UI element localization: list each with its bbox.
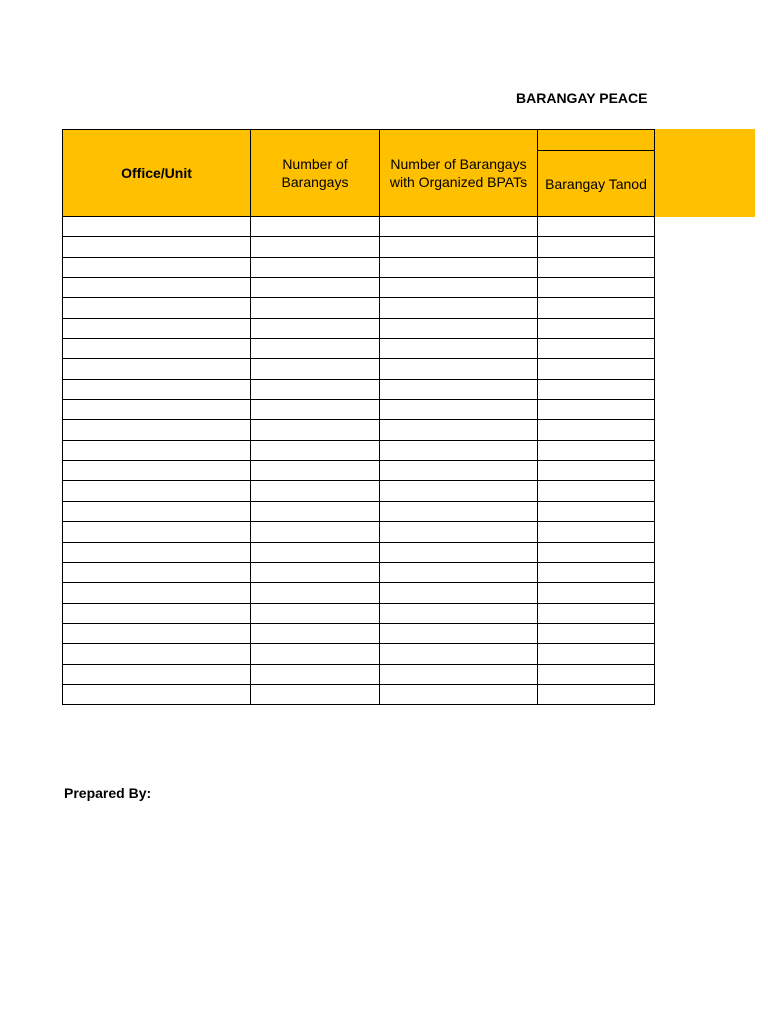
table-cell[interactable]	[538, 400, 655, 420]
table-cell[interactable]	[251, 644, 380, 664]
table-cell[interactable]	[63, 298, 251, 318]
table-cell[interactable]	[538, 664, 655, 684]
table-cell[interactable]	[380, 684, 538, 704]
table-cell[interactable]	[251, 440, 380, 460]
table-row	[63, 461, 655, 481]
table-cell[interactable]	[380, 359, 538, 379]
table-cell[interactable]	[251, 400, 380, 420]
table-cell[interactable]	[380, 339, 538, 359]
table-cell[interactable]	[63, 217, 251, 237]
table-row	[63, 379, 655, 399]
header-office-unit: Office/Unit	[63, 130, 251, 217]
table-cell[interactable]	[380, 400, 538, 420]
table-row	[63, 400, 655, 420]
table-cell[interactable]	[251, 501, 380, 521]
table-cell[interactable]	[380, 644, 538, 664]
table-cell[interactable]	[251, 217, 380, 237]
table-row	[63, 522, 655, 542]
table-cell[interactable]	[251, 542, 380, 562]
table-cell[interactable]	[538, 379, 655, 399]
table-cell[interactable]	[538, 440, 655, 460]
table-cell[interactable]	[63, 542, 251, 562]
table-cell[interactable]	[380, 501, 538, 521]
table-cell[interactable]	[251, 257, 380, 277]
table-cell[interactable]	[380, 420, 538, 440]
table-row	[63, 664, 655, 684]
table-cell[interactable]	[251, 278, 380, 298]
table-cell[interactable]	[380, 318, 538, 338]
prepared-by-label: Prepared By:	[64, 785, 152, 801]
table-cell[interactable]	[380, 542, 538, 562]
table-cell[interactable]	[63, 684, 251, 704]
table-row	[63, 562, 655, 582]
table-cell[interactable]	[380, 298, 538, 318]
table-row	[63, 542, 655, 562]
table-cell[interactable]	[538, 318, 655, 338]
table-cell[interactable]	[251, 664, 380, 684]
table-cell[interactable]	[380, 522, 538, 542]
report-table	[62, 129, 655, 705]
table-cell[interactable]	[380, 461, 538, 481]
table-row	[63, 318, 655, 338]
table-cell[interactable]	[63, 623, 251, 643]
table-row	[63, 501, 655, 521]
table-cell[interactable]	[538, 481, 655, 501]
table-cell[interactable]	[63, 562, 251, 582]
header-group-cell	[538, 130, 655, 151]
table-body	[63, 217, 655, 705]
table-cell[interactable]	[251, 684, 380, 704]
table-cell[interactable]	[380, 237, 538, 257]
table-cell[interactable]	[63, 664, 251, 684]
table-cell[interactable]	[538, 461, 655, 481]
table-cell[interactable]	[63, 522, 251, 542]
table-row	[63, 644, 655, 664]
table-cell[interactable]	[380, 481, 538, 501]
table-cell[interactable]	[538, 339, 655, 359]
table-cell[interactable]	[380, 562, 538, 582]
table-cell[interactable]	[63, 379, 251, 399]
table-cell[interactable]	[251, 583, 380, 603]
table-cell[interactable]	[63, 461, 251, 481]
table-cell[interactable]	[538, 359, 655, 379]
header-number-of-barangays: Number of Barangays	[251, 130, 380, 217]
table-cell[interactable]	[538, 257, 655, 277]
table-cell[interactable]	[538, 278, 655, 298]
table-cell[interactable]	[63, 257, 251, 277]
table-row	[63, 481, 655, 501]
table-cell[interactable]	[380, 379, 538, 399]
table-cell[interactable]	[251, 379, 380, 399]
table-cell[interactable]	[538, 237, 655, 257]
table-cell[interactable]	[63, 440, 251, 460]
header-fill-overflow	[654, 129, 755, 217]
table-cell[interactable]	[63, 420, 251, 440]
table-cell[interactable]	[538, 217, 655, 237]
table-cell[interactable]	[251, 237, 380, 257]
header-barangays-with-bpats: Number of Barangays with Organized BPATs	[380, 130, 538, 217]
table-cell[interactable]	[251, 481, 380, 501]
table-row	[63, 359, 655, 379]
table-cell[interactable]	[538, 684, 655, 704]
table-row	[63, 623, 655, 643]
table-cell[interactable]	[251, 420, 380, 440]
table-cell[interactable]	[63, 644, 251, 664]
table-cell[interactable]	[380, 623, 538, 643]
table-cell[interactable]	[63, 481, 251, 501]
table-cell[interactable]	[380, 440, 538, 460]
table-row	[63, 257, 655, 277]
table-cell[interactable]	[380, 664, 538, 684]
table-cell[interactable]	[380, 278, 538, 298]
table-cell[interactable]	[538, 542, 655, 562]
page-title: BARANGAY PEACE	[516, 90, 648, 106]
table-cell[interactable]	[538, 298, 655, 318]
table-cell[interactable]	[380, 603, 538, 623]
table-cell[interactable]	[538, 420, 655, 440]
table-cell[interactable]	[251, 298, 380, 318]
table-cell[interactable]	[538, 644, 655, 664]
table-cell[interactable]	[538, 522, 655, 542]
header-barangay-tanod: Barangay Tanod	[538, 151, 655, 217]
table-cell[interactable]	[538, 583, 655, 603]
table-row	[63, 420, 655, 440]
table-cell[interactable]	[251, 318, 380, 338]
table-row	[63, 298, 655, 318]
table-row	[63, 440, 655, 460]
table-cell[interactable]	[538, 623, 655, 643]
table-cell[interactable]	[63, 237, 251, 257]
table-cell[interactable]	[63, 339, 251, 359]
table-cell[interactable]	[251, 623, 380, 643]
table-row	[63, 583, 655, 603]
table-row	[63, 237, 655, 257]
table-cell[interactable]	[63, 359, 251, 379]
table-row	[63, 217, 655, 237]
table-cell[interactable]	[63, 501, 251, 521]
table-cell[interactable]	[63, 603, 251, 623]
table-row	[63, 603, 655, 623]
table-row	[63, 684, 655, 704]
table-row	[63, 339, 655, 359]
table-cell[interactable]	[63, 278, 251, 298]
table-cell[interactable]	[380, 583, 538, 603]
table-cell[interactable]	[380, 257, 538, 277]
table-cell[interactable]	[251, 359, 380, 379]
table-cell[interactable]	[380, 217, 538, 237]
table-cell[interactable]	[538, 603, 655, 623]
table-row	[63, 278, 655, 298]
table-cell[interactable]	[63, 583, 251, 603]
table-cell[interactable]	[251, 522, 380, 542]
table-cell[interactable]	[251, 562, 380, 582]
table-cell[interactable]	[63, 318, 251, 338]
table-cell[interactable]	[538, 501, 655, 521]
table-cell[interactable]	[63, 400, 251, 420]
table-cell[interactable]	[538, 562, 655, 582]
table-cell[interactable]	[251, 461, 380, 481]
table-cell[interactable]	[251, 339, 380, 359]
table-cell[interactable]	[251, 603, 380, 623]
